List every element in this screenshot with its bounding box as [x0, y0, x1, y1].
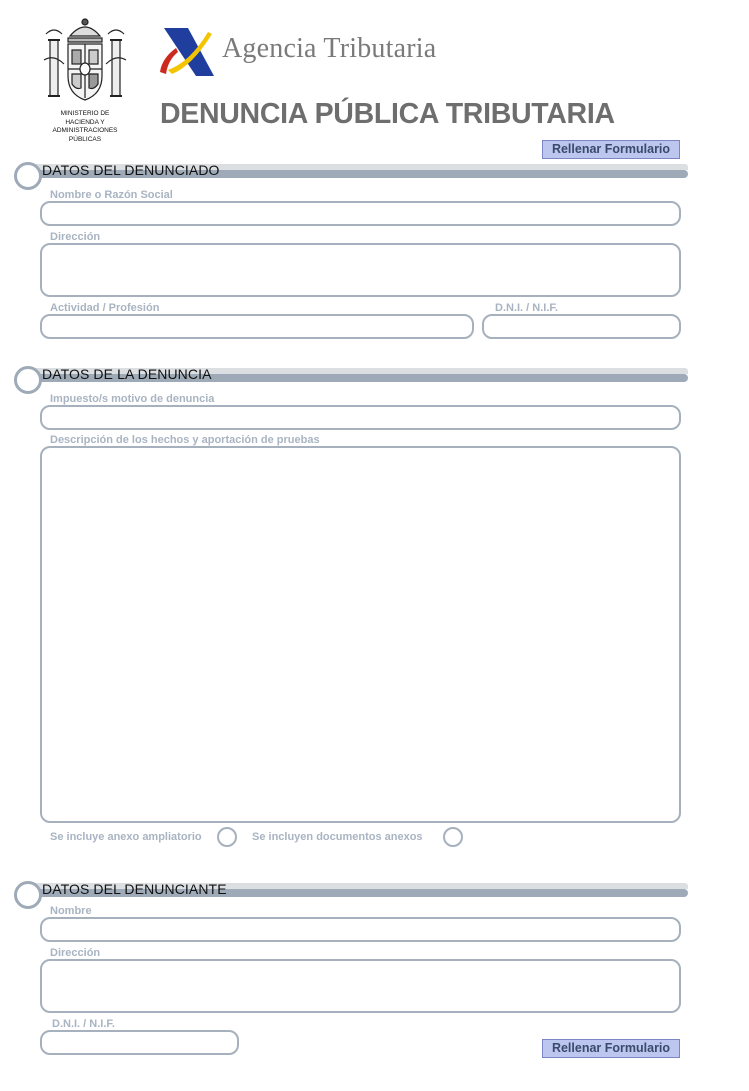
denuncia-description-textarea[interactable]: [40, 446, 681, 823]
denunciado-address-input[interactable]: [40, 243, 681, 297]
section-ring-icon: [14, 881, 42, 909]
fill-form-button-top[interactable]: Rellenar Formulario: [542, 140, 680, 159]
agency-logo-icon: [158, 26, 218, 80]
denuncia-description-label: Descripción de los hechos y aportación de pruebas: [50, 434, 320, 446]
ministry-line: MINISTERIO DE: [60, 110, 110, 117]
documents-label: Se incluyen documentos anexos: [252, 831, 423, 843]
denunciado-name-input[interactable]: [40, 201, 681, 226]
denuncia-tax-input[interactable]: [40, 405, 681, 430]
denunciante-dni-input[interactable]: [40, 1030, 239, 1055]
section-title: DATOS DEL DENUNCIANTE: [42, 881, 227, 897]
section-denuncia-header: [14, 366, 688, 396]
denunciado-activity-label: Actividad / Profesión: [50, 302, 160, 314]
section-ring-icon: [14, 162, 42, 190]
denunciado-dni-input[interactable]: [482, 314, 681, 339]
denunciado-address-label: Dirección: [50, 231, 101, 243]
section-ring-icon: [14, 366, 42, 394]
fill-form-button-bottom[interactable]: Rellenar Formulario: [542, 1039, 680, 1058]
section-title: DATOS DEL DENUNCIADO: [42, 162, 220, 178]
coat-of-arms-icon: [40, 14, 130, 106]
denunciante-dni-label: D.N.I. / N.I.F.: [52, 1018, 115, 1030]
denunciado-dni-label: D.N.I. / N.I.F.: [495, 302, 558, 314]
denunciante-name-input[interactable]: [40, 917, 681, 942]
section-denunciado-header: [14, 162, 688, 192]
section-denunciante-header: [14, 881, 688, 911]
ministry-line: HACIENDA Y: [65, 118, 105, 126]
ministry-line: PÚBLICAS: [68, 135, 102, 143]
denunciante-address-label: Dirección: [50, 947, 101, 959]
denunciado-name-label: Nombre o Razón Social: [50, 189, 173, 201]
ministry-line: ADMINISTRACIONES: [52, 127, 118, 134]
denunciante-name-label: Nombre: [50, 905, 92, 917]
page-title: DENUNCIA PÚBLICA TRIBUTARIA: [160, 98, 615, 130]
denuncia-tax-label: Impuesto/s motivo de denuncia: [50, 393, 215, 405]
ministry-logo: [30, 14, 140, 144]
documents-radio[interactable]: [443, 827, 463, 847]
denunciado-activity-input[interactable]: [40, 314, 474, 339]
annex-radio[interactable]: [217, 827, 237, 847]
annex-label: Se incluye anexo ampliatorio: [50, 831, 202, 843]
agency-name: Agencia Tributaria: [222, 33, 437, 64]
section-title: DATOS DE LA DENUNCIA: [42, 366, 212, 382]
denunciante-address-input[interactable]: [40, 959, 681, 1013]
ministry-name: [30, 110, 140, 144]
